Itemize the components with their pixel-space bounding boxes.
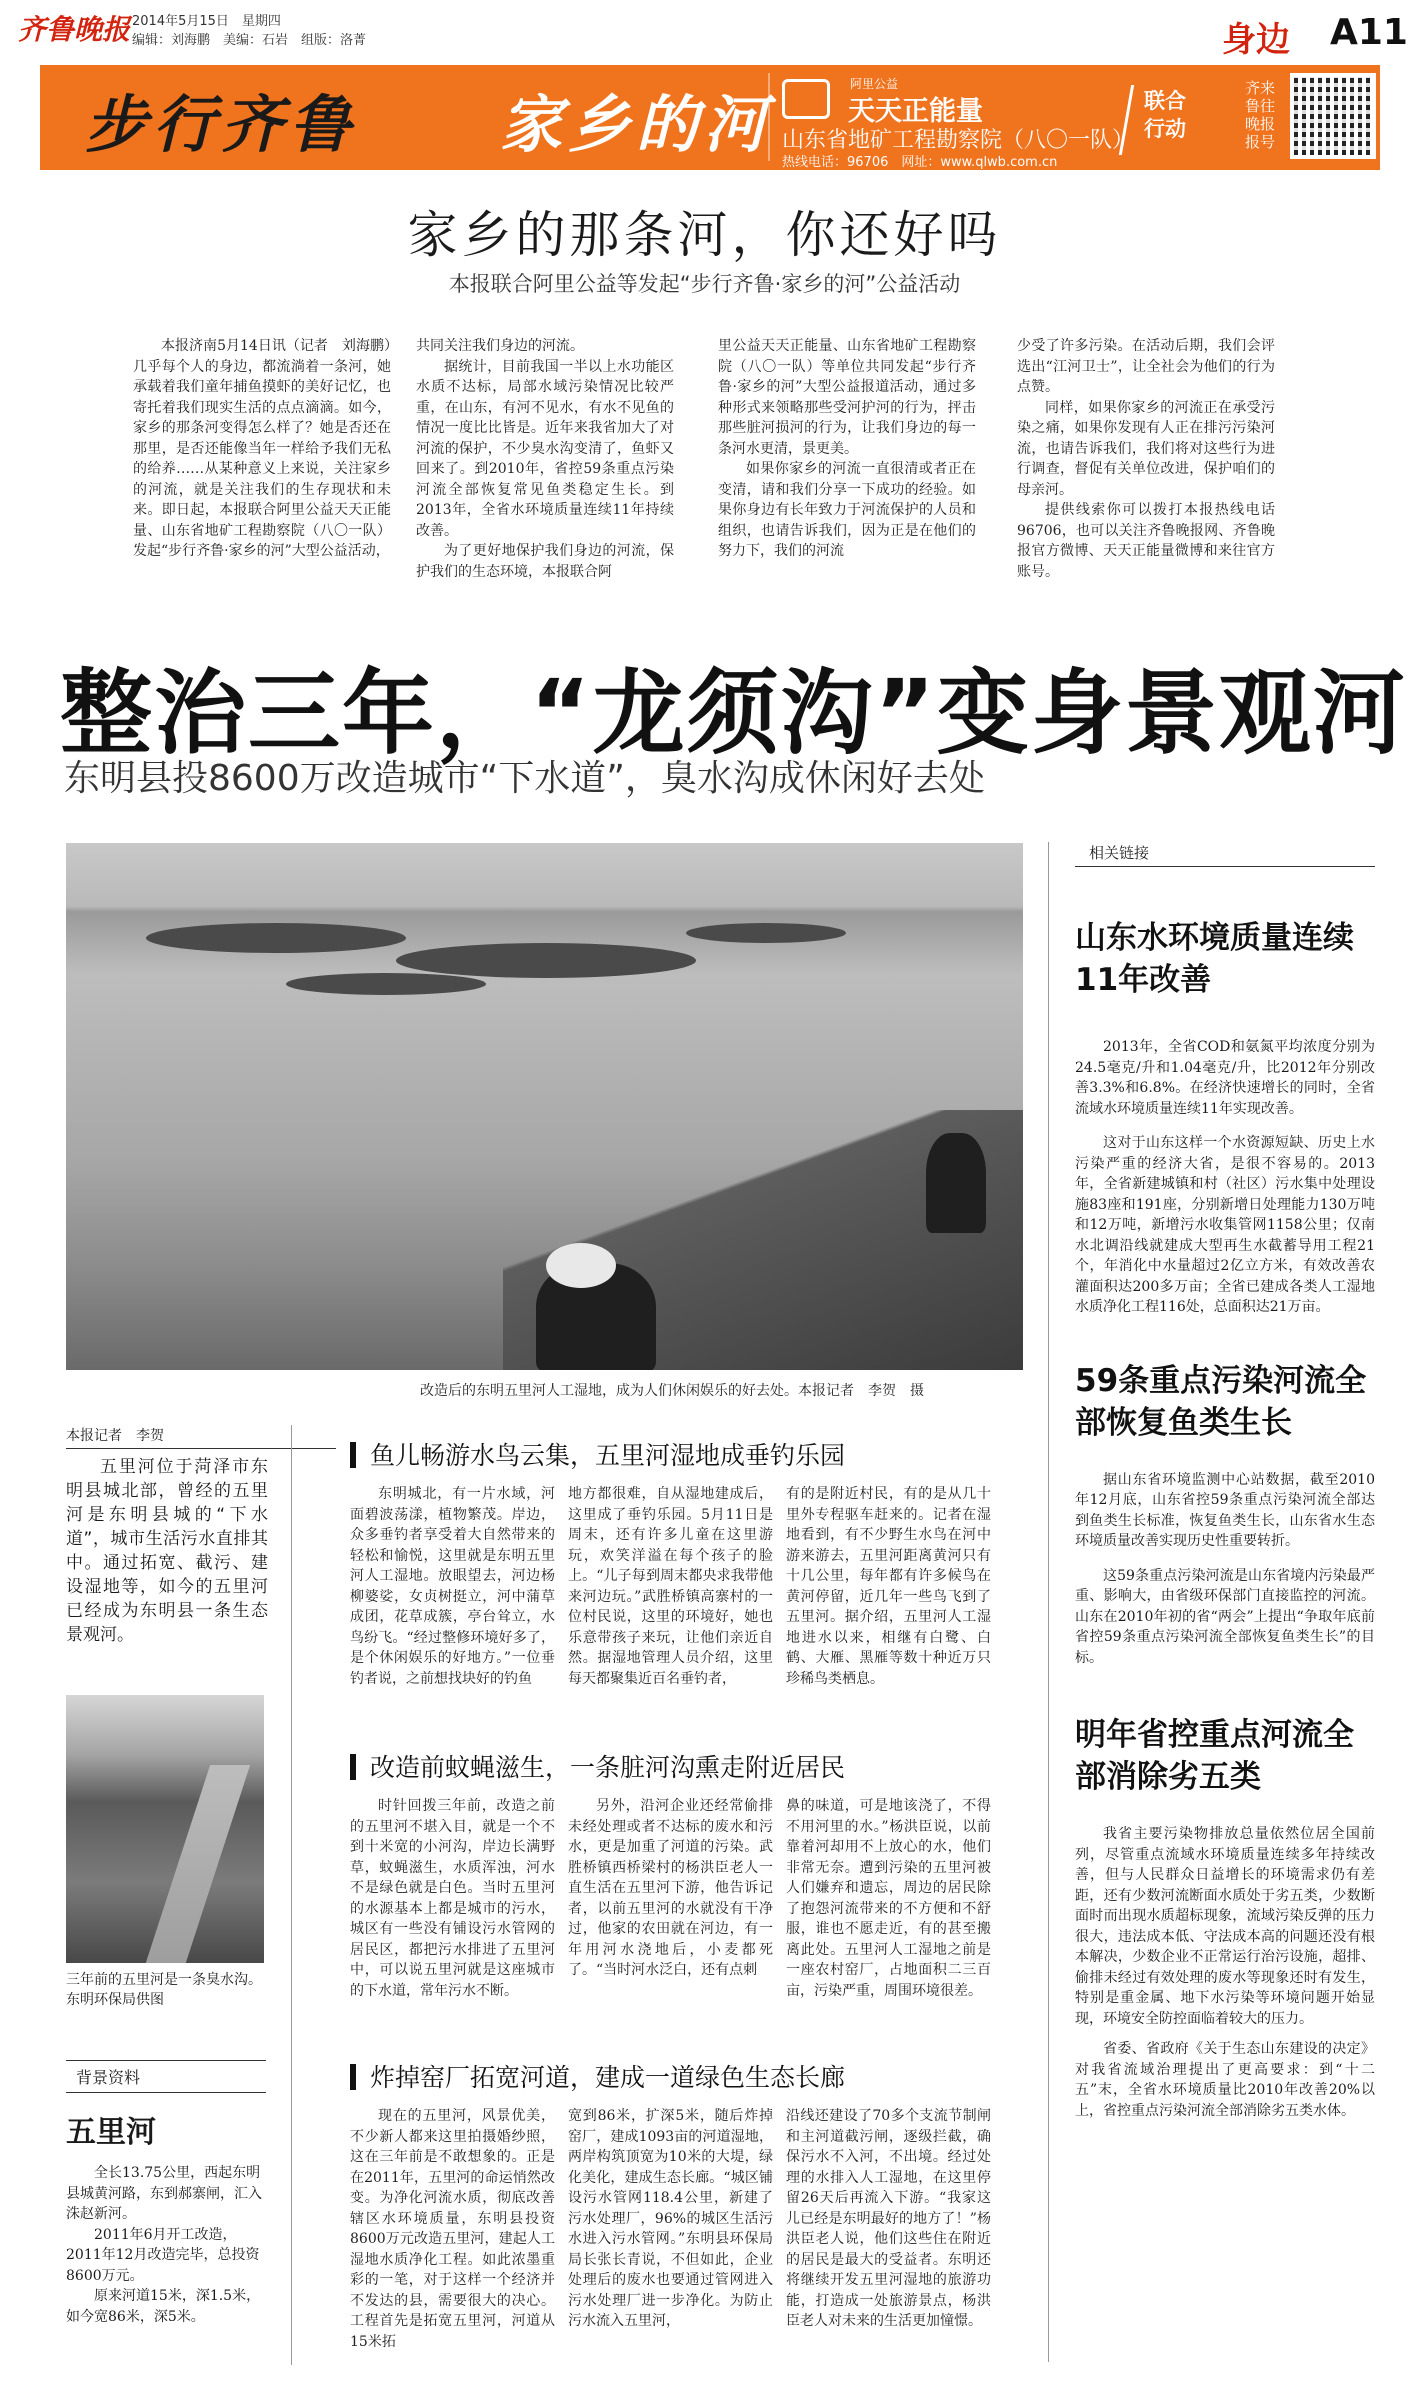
background-title: 五里河 bbox=[66, 2115, 156, 2150]
article2-lead bbox=[66, 1455, 268, 1647]
section2-col1 bbox=[350, 1796, 555, 2001]
section1-col2 bbox=[568, 1484, 773, 1689]
partner-org: 山东省地矿工程勘察院（八〇一队） bbox=[782, 128, 1135, 153]
article1-subtitle: 本报联合阿里公益等发起“步行齐鲁·家乡的河”公益活动 bbox=[448, 272, 961, 296]
banner-divider bbox=[768, 73, 770, 161]
page-number: A11 bbox=[1330, 12, 1408, 53]
sidebar-1-p2: 这对于山东这样一个水资源短缺、历史上水污染严重的经济大省，是很不容易的。2013年，全省新建城镇和村（社区）污水集中处理设施83座和191座，分别新增日处理能力130万吨和12万吨，新增污水收集管网1158公里；仅南水北调沿线就建成大型再生水截蓄导用工程21个，年消化中水量超过2亿立方米，有效改善农灌面积达200多万亩；全省已建成各类人工湿地水质净化工程116处，总面积达21万亩。 bbox=[1075, 1135, 1375, 1315]
sidebar-2-p2: 这59条重点污染河流是山东省境内污染最严重、影响大，由省级环保部门直接监控的河流。山东在2010年初的省“两会”上提出“争取年底前省控59条重点污染河流全部恢复鱼类生长”的目标。 bbox=[1075, 1567, 1375, 1666]
section3-col2-text: 宽到86米，扩深5米，随后炸掉窑厂，建成1093亩的河道湿地，两岸构筑顶宽为10米的大堤，绿化美化，建成生态长廊。“城区铺设污水管网118.4公里，新建了污水处理厂，96%的城区生活污水进入污水管网。”东明县环保局局长张长青说，不但如此，企业处理后的废水也要通过管网进入污水处理厂进一步净化。为防止污水流入五里河， bbox=[568, 2108, 773, 2329]
section3-col1-text: 现在的五里河，风景优美，不少新人都来这里拍摄婚纱照，这在三年前是不敢想象的。正是在2011年，五里河的命运悄然改变。为净化河流水质，彻底改善辖区水环境质量，东明县投资8600万元改造五里河，建起人工湿地水质净化工程。如此浓墨重彩的一笔，对于这样一个经济并不发达的县，需要很大的决心。工程首先是拓宽五里河，河道从15米拓 bbox=[350, 2108, 555, 2350]
section2-heading-text: 改造前蚊蝇滋生，一条脏河沟熏走附近居民 bbox=[370, 1753, 846, 1782]
issue-date: 2014年5月15日 星期四 bbox=[132, 14, 281, 29]
related-links-sidebar bbox=[1075, 842, 1375, 2121]
related-links-label: 相关链接 bbox=[1075, 842, 1163, 863]
section3-heading-text: 炸掉窑厂拓宽河道，建成一道绿色生态长廊 bbox=[370, 2063, 846, 2092]
section2-col3 bbox=[786, 1796, 991, 2001]
editor-credits: 编辑：刘海鹏 美编：石岩 组版：洛菁 bbox=[132, 33, 367, 48]
sidebar-divider bbox=[1048, 842, 1049, 2362]
section-bar-icon bbox=[350, 1754, 356, 1780]
qr-label: 齐来鲁往晚报报号 bbox=[1245, 79, 1276, 151]
article1-col2 bbox=[416, 336, 674, 582]
partner-name: 阿里公益 bbox=[850, 77, 899, 91]
section1-col3-text: 有的是附近村民，有的是从几十里外专程驱车赶来的。记者在湿地看到，有不少野生水鸟在河中游来游去，五里河距离黄河只有十几公里，每年都有许多候鸟在黄河停留，近几年一些鸟飞到了五里河。据介绍，五里河人工湿地进水以来，相继有白鹭、白鹤、大雁、黑雁等数十种近万只珍稀鸟类栖息。 bbox=[786, 1486, 991, 1687]
article1-col4-a: 少受了许多污染。在活动后期，我们会评选出“江河卫士”，让全社会为他们的行为点赞。 bbox=[1017, 338, 1275, 395]
wetland-photo-caption: 改造后的东明五里河人工湿地，成为人们休闲娱乐的好去处。本报记者 李贺 摄 bbox=[420, 1383, 924, 1399]
section2-col1-text: 时针回拨三年前，改造之前的五里河不堪入目，就是一个不到十米宽的小河沟，岸边长满野草，蚊蝇滋生，水质浑浊，河水不是绿色就是白色。当时五里河的水源基本上都是城市的污水，城区有一些没有铺设污水管网的居民区，都把污水排进了五里河中，可以说五里河就是这座城市的下水道，常年污水不断。 bbox=[350, 1798, 555, 1999]
banner-title-right: 家乡的河 bbox=[500, 88, 773, 161]
sidebar-1-p1: 2013年，全省COD和氨氮平均浓度分别为24.5毫克/升和1.04毫克/升，比2012年分别改善3.3%和6.8%。在经济快速增长的同时，全省流域水环境质量连续11年实现改善。 bbox=[1075, 1039, 1375, 1117]
article2-subtitle: 东明县投8600万改造城市“下水道”，臭水沟成休闲好去处 bbox=[64, 758, 985, 799]
article1-col4 bbox=[1017, 336, 1275, 582]
section3-heading bbox=[350, 2058, 845, 2094]
banner-title-left: 步行齐鲁 bbox=[85, 88, 358, 161]
background-tag: 背景资料 bbox=[66, 2060, 266, 2093]
section3-col1 bbox=[350, 2106, 555, 2376]
sidebar-title-2: 59条重点污染河流全部恢复鱼类生长 bbox=[1075, 1362, 1367, 1441]
article2-lead-text: 五里河位于菏泽市东明县城北部，曾经的五里河是东明县城的“下水道”，城市生活污水直排其中。通过拓宽、截污、建设湿地等，如今的五里河已经成为东明县一条生态景观河。 bbox=[66, 1457, 268, 1645]
section1-col1 bbox=[350, 1484, 555, 1689]
article1-title: 家乡的那条河，你还好吗 bbox=[407, 206, 1002, 264]
sidebar-body-2 bbox=[1075, 1470, 1375, 1669]
sidebar-3-p2: 省委、省政府《关于生态山东建设的决定》对我省流域治理提出了更高要求：到“十二五”末，全省水环境质量比2010年改善20%以上，省控重点污染河流全部消除劣五类水体。 bbox=[1075, 2041, 1375, 2119]
section-name: 身边 bbox=[1222, 20, 1290, 60]
section1-col1-text: 东明城北，有一片水域，河面碧波荡漾，植物繁茂。岸边，众多垂钓者享受着大自然带来的轻松和愉悦，这里就是东明五里河人工湿地。放眼望去，河边杨柳婆娑，女贞树挺立，河中蒲草成团，花草成簇，亭台耸立，水鸟纷飞。“经过整修环境好多了，是个休闲娱乐的好地方。”一位垂钓者说，之前想找块好的钓鱼 bbox=[350, 1486, 555, 1687]
section2-col2 bbox=[568, 1796, 773, 1981]
background-text bbox=[66, 2163, 266, 2327]
wetland-photo bbox=[66, 843, 1023, 1370]
section1-heading-text: 鱼儿畅游水鸟云集，五里河湿地成垂钓乐园 bbox=[370, 1441, 846, 1470]
article1-col3 bbox=[718, 336, 976, 562]
sidebar-title-3: 明年省控重点河流全部消除劣五类 bbox=[1075, 1717, 1354, 1795]
article1-col2-c: 为了更好地保护我们身边的河流，保护我们的生态环境，本报联合阿 bbox=[416, 543, 674, 580]
header-meta bbox=[132, 12, 366, 50]
article2-title: 整治三年，“龙须沟”变身景观河 bbox=[60, 660, 1407, 767]
sidebar-3-p1: 我省主要污染物排放总量依然位居全国前列，尽管重点流域水环境质量连续多年持续改善，但与人民群众日益增长的环境需求仍有差距，还有少数河流断面水质处于劣五类，少数断面时而出现水质超标现象，流域污染反弹的压力很大，违法成本低、守法成本高的问题还没有根本解决，少数企业不正常运行治污设施，超排、偷排未经过有效处理的废水等现象还时有发生，特别是重金属、地下水污染等环境问题开始显现，环境安全防控面临着较大的压力。 bbox=[1075, 1826, 1375, 2027]
campaign-banner bbox=[40, 65, 1380, 170]
article1-col3-a: 里公益天天正能量、山东省地矿工程勘察院（八〇一队）等单位共同发起“步行齐鲁·家乡的河”大型公益报道活动，通过多种形式来领略那些受河护河的行为，抨击那些脏河损河的行为，让我们身边的每一条河水更清，景更美。 bbox=[718, 338, 976, 457]
article1-col4-b: 同样，如果你家乡的河流正在承受污染之痛，如果你发现有人正在排污污染河流，也请告诉我们，我们将对这些行为进行调查，督促有关单位改进，保护咱们的母亲河。 bbox=[1017, 399, 1275, 498]
background-p1: 全长13.75公里，西起东明县城黄河路，东到郝寨闸，汇入洙赵新河。 bbox=[66, 2165, 262, 2222]
masthead-logo: 齐鲁晚报 bbox=[18, 13, 131, 46]
section3-col3 bbox=[786, 2106, 991, 2376]
background-p3: 原来河道15米，深1.5米，如今宽86米，深5米。 bbox=[66, 2288, 261, 2325]
section2-col3-text: 鼻的味道，可是地该浇了，不得不用河里的水。”杨洪臣说，以前靠着河却用不上放心的水，他们非常无奈。遭到污染的五里河被人们嫌弃和遗忘，周边的居民除了抱怨河流带来的不方便和不舒服，谁也不愿走近，有的甚至搬离此处。五里河人工湿地之前是一座农村窑厂，占地面积二三百亩，污染严重，周围环境很差。 bbox=[786, 1798, 991, 1999]
qr-code-icon bbox=[1290, 73, 1376, 159]
section-bar-icon bbox=[350, 1442, 356, 1468]
article1-col1-text: 本报济南5月14日讯（记者 刘海鹏）几乎每个人的身边，都流淌着一条河，她承载着我们童年捕鱼摸虾的美好记忆，也寄托着我们现实生活的点点滴滴。如今，家乡的那条河变得怎么样了？她是否还在那里，是否还能像当年一样给予我们无私的给养……从某种意义上来说，关注家乡的河流，就是关注我们的生存现状和未来。即日起，本报联合阿里公益天天正能量、山东省地矿工程勘察院（八〇一队）发起“步行齐鲁·家乡的河”大型公益活动， bbox=[133, 338, 391, 559]
article1-col2-b: 据统计，目前我国一半以上水功能区水质不达标，局部水域污染情况比较严重，在山东，有河不见水，有水不见鱼的情况一度比比皆是。近年来我省加大了对河流的保护，不少臭水沟变清了，鱼虾又回来了。到2010年，省控59条重点污染河流全部恢复常见鱼类稳定生长。到2013年，全省水环境质量连续11年持续改善。 bbox=[416, 358, 674, 539]
section3-col3-text: 沿线还建设了70多个支流节制闸和主河道截污闸，逐级拦截，确保污水不入河，不出境。经过处理的水排入人工湿地，在这里停留26天后再流入下游。“我家这儿已经是东明最好的地方了！”杨洪臣老人说，他们这些住在附近的居民是最大的受益者。东明还将继续开发五里河湿地的旅游功能，打造成一处旅游景点，杨洪臣老人对未来的生活更加憧憬。 bbox=[786, 2108, 991, 2329]
sidebar-title-1: 山东水环境质量连续11年改善 bbox=[1075, 920, 1354, 998]
joint-action-label: 联合行动 bbox=[1144, 89, 1186, 141]
section1-col3 bbox=[786, 1484, 991, 1689]
article1-col1 bbox=[133, 336, 391, 562]
article1-col3-b: 如果你家乡的河流一直很清或者正在变清，请和我们分享一下成功的经验。如果你身边有长年致力于河流保护的人员和组织，也请告诉我们，因为正是在他们的努力下，我们的河流 bbox=[718, 461, 976, 559]
related-links-tag bbox=[1075, 842, 1375, 867]
section2-col2-text: 另外，沿河企业还经常偷排未经处理或者不达标的废水和污水，更是加重了河道的污染。武胜桥镇西桥梁村的杨洪臣老人一直生活在五里河下游，他告诉记者，以前五里河的水就没有干净过，他家的农田就在河边，有一年用河水浇地后，小麦都死了。“当时河水泛白，还有点刺 bbox=[568, 1798, 773, 1978]
section2-heading bbox=[350, 1748, 845, 1784]
sidebar-body-3 bbox=[1075, 1824, 1375, 2121]
background-box bbox=[66, 2060, 266, 2327]
section1-col2-text: 地方都很难，自从湿地建成后，这里成了垂钓乐园。5月11日是周末，还有许多儿童在这里游玩，欢笑洋溢在每个孩子的脸上。“儿子每到周末都央求我带他来河边玩。”武胜桥镇高寨村的一位村民说，这里的环境好，她也乐意带孩子来玩，让他们亲近自然。据湿地管理人员介绍，这里每天都聚集近百名垂钓者， bbox=[568, 1486, 773, 1687]
section1-heading bbox=[350, 1436, 845, 1472]
reporter-byline: 本报记者 李贺 bbox=[66, 1425, 336, 1449]
section-bar-icon bbox=[350, 2064, 356, 2090]
section3-col2 bbox=[568, 2106, 773, 2376]
sidebar-body-1 bbox=[1075, 1037, 1375, 1318]
background-p2: 2011年6月开工改造，2011年12月改造完毕，总投资8600万元。 bbox=[66, 2226, 260, 2284]
energy-logo-icon bbox=[782, 79, 830, 119]
sidebar-2-p1: 据山东省环境监测中心站数据，截至2010年12月底，山东省控59条重点污染河流全部达到鱼类生长标准，恢复鱼类生长，山东省水生态环境质量改善实现历史性重要转折。 bbox=[1075, 1471, 1375, 1549]
article1-col2-a: 共同关注我们身边的河流。 bbox=[416, 338, 584, 354]
column-divider bbox=[291, 1425, 292, 2365]
article1-col4-c: 提供线索你可以拨打本报热线电话96706，也可以关注齐鲁晚报网、齐鲁晚报官方微博、天天正能量微博和来往官方账号。 bbox=[1017, 502, 1275, 580]
old-river-photo bbox=[66, 1695, 264, 1963]
old-river-caption: 三年前的五里河是一条臭水沟。东明环保局供图 bbox=[66, 1972, 262, 2008]
contact-line: 热线电话：96706 网址：www.qlwb.com.cn bbox=[782, 155, 1058, 170]
brand-name: 天天正能量 bbox=[848, 96, 983, 127]
